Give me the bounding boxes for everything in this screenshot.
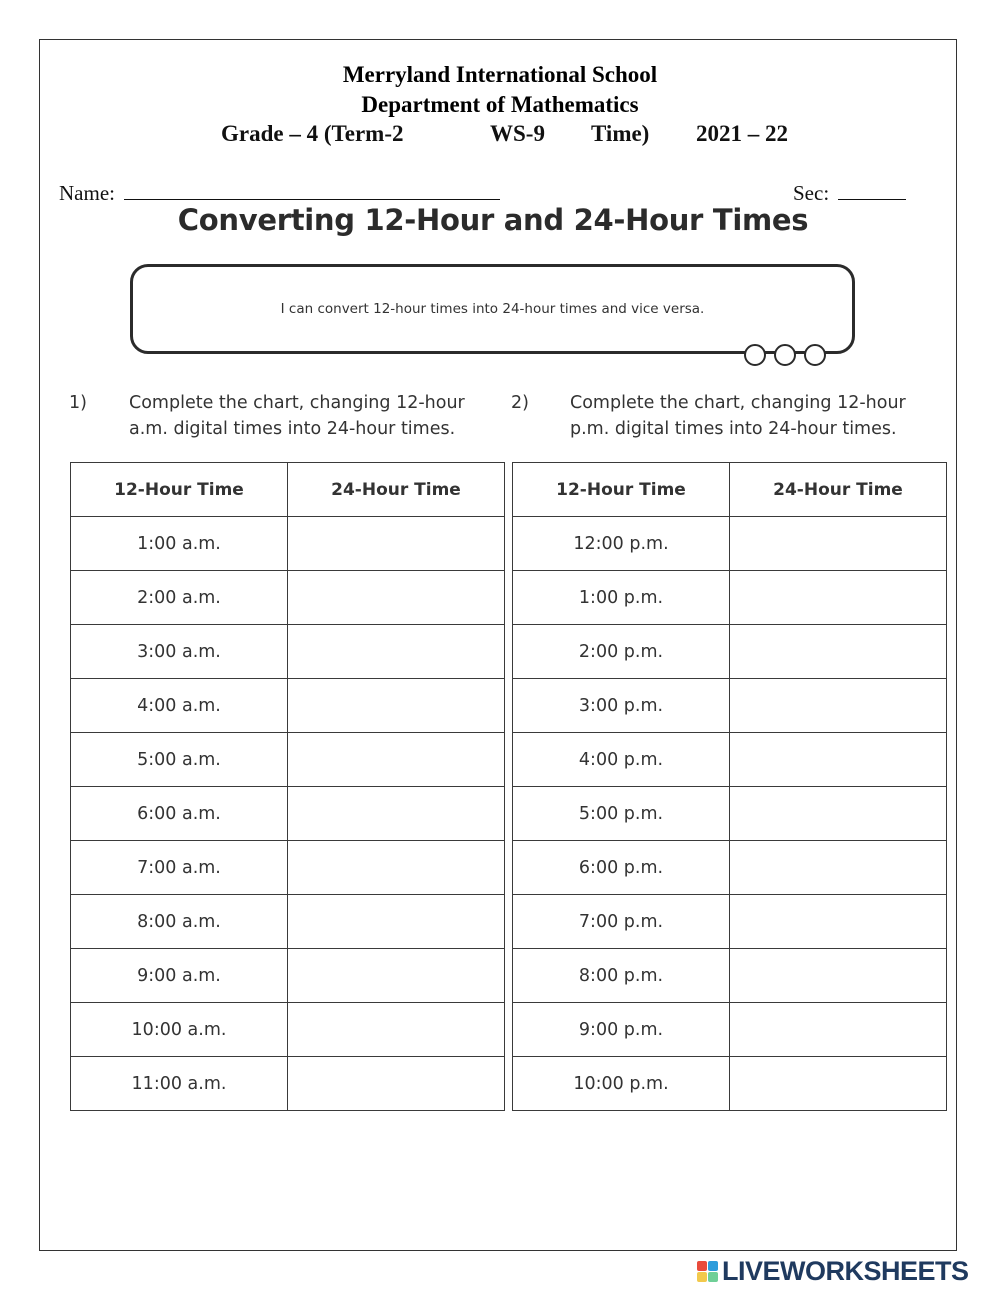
answer-cell[interactable] [730,625,947,679]
sec-field[interactable] [838,181,906,200]
time-12h-cell: 1:00 p.m. [513,571,730,625]
answer-cell[interactable] [730,517,947,571]
table-row [71,895,505,949]
table-row [71,949,505,1003]
logo-square [708,1272,718,1282]
question-1-line: Complete the chart, changing 12-hour [129,393,465,413]
answer-cell[interactable] [730,1003,947,1057]
time-12h-cell: 4:00 a.m. [71,679,288,733]
time-12h-cell: 4:00 p.m. [513,733,730,787]
time-12h-cell: 9:00 p.m. [513,1003,730,1057]
name-field[interactable] [124,181,500,200]
time-12h-cell: 1:00 a.m. [71,517,288,571]
table-row [71,787,505,841]
answer-cell[interactable] [730,949,947,1003]
time-12h-cell: 8:00 a.m. [71,895,288,949]
objective-box [130,264,855,354]
answer-cell[interactable] [288,787,505,841]
column-header-24-hour: 24-Hour Time [288,463,505,517]
column-header-24-hour: 24-Hour Time [730,463,947,517]
table-row [71,841,505,895]
worksheet-number: WS-9 [490,121,545,146]
answer-cell[interactable] [730,733,947,787]
table-row [513,949,947,1003]
question-2-line: p.m. digital times into 24-hour times. [570,419,897,439]
question-2-number: 2) [511,393,529,413]
am-conversion-table [70,462,505,1111]
table-row [513,517,947,571]
topic-label: Time) [591,121,650,146]
table-row [513,625,947,679]
time-12h-cell: 6:00 p.m. [513,841,730,895]
table-row [513,1003,947,1057]
time-12h-cell: 2:00 p.m. [513,625,730,679]
answer-cell[interactable] [288,625,505,679]
table-row [71,625,505,679]
table-row [71,517,505,571]
worksheet-title: Converting 12-Hour and 24-Hour Times [177,203,809,237]
time-12h-cell: 7:00 a.m. [71,841,288,895]
time-12h-cell: 9:00 a.m. [71,949,288,1003]
logo-square [697,1272,707,1282]
logo-square [697,1261,707,1271]
time-12h-cell: 10:00 a.m. [71,1003,288,1057]
answer-cell[interactable] [288,949,505,1003]
table-header-row [71,463,505,517]
table-row [71,571,505,625]
time-12h-cell: 7:00 p.m. [513,895,730,949]
answer-cell[interactable] [288,1003,505,1057]
time-12h-cell: 2:00 a.m. [71,571,288,625]
time-12h-cell: 5:00 p.m. [513,787,730,841]
answer-cell[interactable] [730,571,947,625]
objective-text: I can convert 12-hour times into 24-hour times and vice versa. [280,301,705,317]
time-12h-cell: 11:00 a.m. [71,1057,288,1111]
time-12h-cell: 6:00 a.m. [71,787,288,841]
table-row [513,787,947,841]
table-row [71,733,505,787]
question-1-line: a.m. digital times into 24-hour times. [129,419,456,439]
column-header-12-hour: 12-Hour Time [513,463,730,517]
time-12h-cell: 10:00 p.m. [513,1057,730,1111]
question-2-line: Complete the chart, changing 12-hour [570,393,906,413]
school-name: Merryland International School [342,62,658,87]
answer-cell[interactable] [288,571,505,625]
question-1-text [129,390,465,442]
table-row [513,679,947,733]
bubble-circle [744,344,766,366]
table-row [71,1003,505,1057]
question-2-text [570,390,906,442]
table-row [71,679,505,733]
liveworksheets-logo-icon [697,1261,718,1282]
table-row [513,841,947,895]
table-row [513,895,947,949]
sec-label: Sec: [793,181,830,205]
table-row [513,1057,947,1111]
table-header-row [513,463,947,517]
liveworksheets-brand-text: LIVEWORKSHEETS [722,1255,969,1286]
liveworksheets-logo [697,1257,969,1285]
logo-square [708,1261,718,1271]
pm-conversion-table [512,462,947,1111]
answer-cell[interactable] [288,841,505,895]
answer-cell[interactable] [730,679,947,733]
answer-cell[interactable] [730,787,947,841]
answer-cell[interactable] [288,517,505,571]
question-1-number: 1) [69,393,87,413]
time-12h-cell: 3:00 p.m. [513,679,730,733]
answer-cell[interactable] [730,895,947,949]
time-12h-cell: 3:00 a.m. [71,625,288,679]
table-row [513,733,947,787]
answer-cell[interactable] [730,841,947,895]
academic-year: 2021 – 22 [696,121,788,146]
answer-cell[interactable] [288,679,505,733]
department-name: Department of Mathematics [361,92,639,117]
bubble-circle [774,344,796,366]
answer-cell[interactable] [730,1057,947,1111]
grade-label: Grade – 4 (Term-2 [221,121,404,146]
table-row [513,571,947,625]
name-label: Name: [59,181,115,205]
answer-cell[interactable] [288,895,505,949]
table-row [71,1057,505,1111]
bubble-circle [804,344,826,366]
answer-cell[interactable] [288,733,505,787]
time-12h-cell: 12:00 p.m. [513,517,730,571]
time-12h-cell: 8:00 p.m. [513,949,730,1003]
time-12h-cell: 5:00 a.m. [71,733,288,787]
column-header-12-hour: 12-Hour Time [71,463,288,517]
answer-cell[interactable] [288,1057,505,1111]
